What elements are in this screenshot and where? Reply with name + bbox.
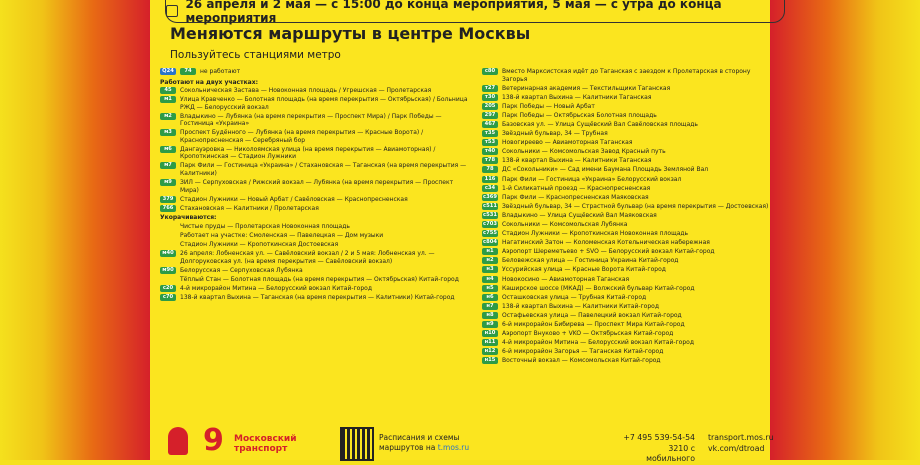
route-row: [482, 248, 770, 256]
route-row: [160, 113, 470, 128]
route-description: Проспект Будённого — Лубянка (на время перекрытия — Красные Ворота) / Краснопресненская — Серебряный бор: [180, 129, 424, 144]
route-description: Восточный вокзал — Комсомольская Китай-город: [502, 357, 661, 365]
route-row: [482, 194, 770, 202]
route-description: Парк Фили — Гостиница «Украина» / Стахановская — Таганская (на время перекрытия — Калитники): [180, 162, 467, 177]
route-row: [482, 130, 770, 138]
route-tag: с703: [483, 221, 497, 227]
route-row: [482, 239, 770, 247]
route-description: Звёздный бульвар, 34 — Трубная: [502, 130, 608, 138]
route-row: [482, 166, 770, 174]
route-row: [482, 103, 770, 111]
route-row: [160, 276, 470, 284]
route-tag: н8: [482, 312, 498, 319]
shortened-list: [160, 223, 470, 302]
route-row: [482, 68, 770, 83]
route-row: [160, 87, 470, 95]
dates-banner: [165, 0, 785, 23]
qr-code-icon[interactable]: [340, 427, 374, 461]
route-description: ЗИЛ — Серпуховская / Рижский вокзал — Лубянка (на время перекрытия — Проспект Мира): [180, 179, 454, 194]
route-tag: 379: [160, 196, 176, 203]
route-row: [482, 294, 770, 302]
route-tag: 297: [482, 112, 498, 119]
route-description: Парк Фили — Краснопресненская Маяковская: [502, 193, 649, 201]
route-row: [160, 285, 470, 293]
route-tag: т78: [482, 157, 498, 164]
route-row: [482, 203, 770, 211]
route-tag: н1: [482, 248, 498, 255]
left-gradient-band: [0, 0, 150, 460]
route-tag: 116: [482, 176, 498, 183]
route-description: 4-й микрорайон Митина — Белорусский вокзал Китай-город: [180, 284, 372, 292]
route-description: Владыкино — Улица Сущёвский Вал Маяковская: [502, 211, 657, 219]
route-row: [482, 94, 770, 102]
route-description: Новогиреево — Авиамоторная Таганская: [502, 139, 633, 147]
route-description: 138-й квартал Выхина — Калитники Таганская: [502, 93, 652, 101]
route-row: [160, 196, 470, 204]
route-tag: с511: [483, 202, 497, 209]
route-row: [482, 339, 770, 347]
route-row: [160, 223, 470, 231]
route-tag: н4: [482, 276, 498, 283]
route-row: [482, 185, 770, 193]
route-description: Парк Победы — Октябрьская Болотная площадь: [502, 111, 657, 119]
route-tag: [160, 241, 176, 248]
route-description: Беловежская улица — Гостиница Украина Китай-город: [502, 257, 679, 265]
route-tag: 74: [180, 68, 196, 75]
route-description: Тёплый Стан — Болотная площадь (на время перекрытия — Октябрьская) Китай-город: [180, 275, 459, 283]
route-row: [482, 139, 770, 147]
route-tag: н11: [482, 339, 498, 346]
route-description: Парк Фили — Гостиница «Украина» Белорусский вокзал: [502, 175, 682, 183]
route-tag: м1: [160, 96, 176, 103]
brand-line-2: транспорт: [234, 444, 288, 455]
route-description: Остафьевская улица — Павелецкий вокзал Китай-город: [502, 311, 682, 319]
route-row: [160, 267, 470, 275]
route-row: [160, 96, 470, 111]
route-description: 6-й микрорайон Загорья — Таганская Китай-город: [502, 348, 664, 356]
route-description: 26 апреля: Лобненская ул. — Савёловский вокзал / 2 и 5 мая: Лобненская ул. — Долгоруковская ул. (на время перекрытия — Савёловский вокзал): [180, 250, 435, 265]
route-row: [482, 257, 770, 265]
route-tag: н12: [482, 348, 498, 355]
route-description: Звёздный бульвар, 34 — Страстной бульвар (на время перекрытия — Достоевская): [502, 202, 769, 210]
route-row: [160, 179, 470, 194]
qr-caption-prefix: маршрутов на: [379, 443, 438, 453]
route-row: [160, 250, 470, 265]
route-description: Уссурийская улица — Красные Ворота Китай-город: [502, 266, 666, 274]
transport-logo-icon: 9: [203, 423, 224, 458]
route-tag: [160, 223, 176, 230]
route-row: [482, 157, 770, 165]
route-tag: т35: [482, 130, 498, 137]
route-tag: н9: [482, 321, 498, 328]
route-description: 138-й квартал Выхина — Калитники Таганская: [502, 157, 652, 165]
route-tag: с531: [483, 211, 497, 218]
route-tag: с70: [160, 294, 176, 301]
route-row: [482, 330, 770, 338]
route-tag: м90: [160, 267, 176, 274]
right-column: [482, 68, 770, 367]
brand-line-1: Московский: [234, 434, 297, 444]
section-title-shortened: Укорачиваются:: [160, 214, 217, 222]
route-description: Сокольническая Застава — Новоконная площадь / Угрешская — Пролетарская: [180, 87, 432, 94]
route-tag: н5: [482, 285, 498, 292]
route-row: [482, 276, 770, 284]
route-tag: с755: [483, 230, 497, 237]
route-tag: т40: [482, 148, 498, 155]
route-tag: Q24: [160, 68, 176, 75]
not-working-label: не работают: [200, 68, 241, 75]
route-tag: с80: [482, 68, 498, 75]
route-tag: м40: [160, 250, 176, 257]
route-row: [160, 146, 470, 161]
route-description: Нагатинский Затон — Коломенская Котельническая набережная: [502, 239, 710, 247]
route-tag: н15: [482, 357, 498, 364]
calendar-icon: [166, 5, 178, 17]
not-working-row: [160, 68, 470, 76]
route-row: [160, 162, 470, 177]
route-description: Владыкино — Лубянка (на время перекрытия — Проспект Мира) / Парк Победы — Гостиница «Украина»: [180, 112, 442, 128]
route-tag: м2: [160, 113, 176, 120]
route-description: Аэропорт Шереметьево + SVO — Белорусский вокзал Китай-город: [502, 248, 715, 256]
phone-number[interactable]: +7 495 539-54-54: [623, 433, 695, 442]
route-description: Стадион Лужники — Новый Арбат / Савёловская — Краснопресненская: [180, 195, 408, 203]
route-tag: с369: [483, 193, 497, 200]
route-row: [160, 294, 470, 302]
route-description: Чистые пруды — Пролетарская Новоконная площадь: [180, 222, 350, 230]
contact-sites: [708, 433, 774, 454]
route-tag: 467: [482, 121, 498, 128]
page-title: Меняются маршруты в центре Москвы: [170, 24, 531, 43]
moscow-coat-of-arms-icon: [168, 427, 188, 455]
route-description: Новокосино — Авиамоторная Таганская: [502, 275, 630, 283]
route-row: [482, 121, 770, 129]
route-row: [482, 357, 770, 365]
route-description: 6-й микрорайон Бибирева — Проспект Мира Китай-город: [502, 321, 685, 329]
route-description: Стадион Лужники — Кропоткинская Новоконная площадь: [502, 230, 689, 238]
route-row: [482, 176, 770, 184]
right-route-list: [482, 68, 770, 365]
qr-link[interactable]: t.mos.ru: [437, 443, 470, 453]
route-row: [482, 230, 770, 238]
route-tag: с20: [160, 285, 176, 292]
route-description: Белорусская — Серпуховская Лубянка: [180, 266, 303, 274]
route-description: Вместо Марксистская идёт до Таганская с заездом к Пролетарская в сторону Загорья: [502, 68, 751, 83]
route-description: Ветеринарная академия — Текстильщики Таганская: [502, 84, 671, 92]
route-row: [160, 232, 470, 240]
route-description: Дангауэровка — Николоямская улица (на время перекрытия — Авиамоторная) / Кропоткинская — Стадион Лужники: [180, 145, 436, 161]
route-tag: н3: [482, 266, 498, 273]
site-link-transport[interactable]: transport.mos.ru: [708, 433, 774, 442]
route-description: 1-й Силикатный проезд — Краснопресненская: [502, 184, 651, 192]
route-description: Парк Победы — Новый Арбат: [502, 102, 595, 110]
route-description: Осташковская улица — Трубная Китай-город: [502, 293, 647, 301]
route-row: [482, 321, 770, 329]
route-tag: 45: [160, 87, 176, 94]
route-description: Базовская ул. — Улица Сущёвский Вал Савёловская площадь: [502, 120, 698, 128]
route-tag: 78: [482, 166, 498, 173]
route-description: 4-й микрорайон Митина — Белорусский вокзал Китай-город: [502, 339, 694, 347]
section-title-two-sections: Работают на двух участках:: [160, 78, 258, 86]
route-tag: 766: [160, 205, 176, 212]
route-tag: [160, 276, 176, 283]
route-tag: [160, 232, 176, 239]
route-row: [482, 348, 770, 356]
route-tag: м9: [160, 179, 176, 186]
page-subtitle: Пользуйтесь станциями метро: [170, 49, 341, 61]
route-description: Сокольники — Комсомольская Завод Красный путь: [502, 148, 666, 156]
route-tag: с34: [482, 185, 498, 192]
route-description: 138-й квартал Выхина — Таганская (на время перекрытия — Калитники) Китай-город: [180, 293, 455, 301]
route-tag: т53: [482, 139, 498, 146]
route-tag: н10: [482, 330, 498, 337]
route-description: Работает на участке: Смоленская — Павелецкая — Дом музыки: [180, 231, 384, 239]
route-description: Каширское шоссе (МКАД) — Волжский бульвар Китай-город: [502, 284, 695, 292]
route-description: Улица Кравченко — Болотная площадь (на время перекрытия — Октябрьская) / Больница РЖД — Белорусский вокзал: [180, 96, 468, 111]
route-tag: 205: [482, 103, 498, 110]
route-description: Стахановская — Калитники / Пролетарская: [180, 204, 319, 212]
route-tag: н2: [482, 257, 498, 264]
route-tag: т27: [482, 85, 498, 92]
left-column: [160, 68, 470, 303]
route-tag: н7: [482, 303, 498, 310]
route-row: [482, 112, 770, 120]
qr-caption: [379, 433, 469, 453]
route-row: [482, 266, 770, 274]
route-row: [482, 212, 770, 220]
qr-caption-line-1: Расписания и схемы: [379, 433, 460, 442]
dates-text: 26 апреля и 2 мая — с 15:00 до конца мероприятия, 5 мая — с утра до конца мероприятия: [185, 0, 722, 25]
route-tag: м6: [160, 146, 176, 153]
route-row: [482, 303, 770, 311]
route-description: 138-й квартал Выхина — Калитники Китай-город: [502, 302, 659, 310]
route-tag: м3: [160, 129, 176, 136]
qr-caption-line-2: [379, 443, 469, 453]
route-row: [160, 205, 470, 213]
two-sections-list: [160, 87, 470, 212]
route-description: Стадион Лужники — Кропоткинская Достоевская: [180, 240, 339, 248]
right-gradient-band: [770, 0, 920, 460]
route-row: [160, 129, 470, 144]
route-row: [482, 285, 770, 293]
brand-name: [234, 434, 297, 455]
route-description: Сокольники — Комсомольская Лубянка: [502, 221, 628, 228]
route-description: ДС «Сокольники» — Сад имени Баумана Площадь Земляной Вал: [502, 166, 709, 174]
route-row: [482, 312, 770, 320]
route-row: [482, 85, 770, 93]
short-number: 3210 с мобильного: [646, 443, 695, 464]
site-link-vk[interactable]: vk.com/dtroad: [708, 443, 765, 453]
route-tag: м7: [160, 162, 176, 169]
route-row: [482, 221, 770, 229]
route-tag: с804: [483, 239, 497, 246]
route-tag: т30: [482, 94, 498, 101]
route-tag: н6: [482, 294, 498, 301]
route-description: Аэропорт Внуково + VKO — Октябрьская Китай-город: [502, 330, 674, 338]
route-row: [160, 241, 470, 249]
route-row: [482, 148, 770, 156]
